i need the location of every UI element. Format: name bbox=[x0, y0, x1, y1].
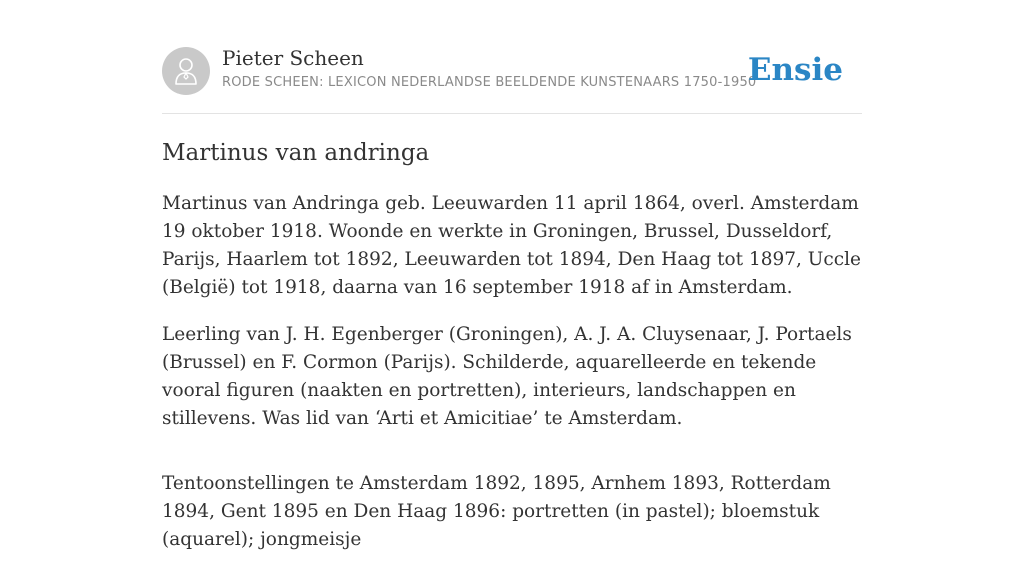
article-paragraph: Tentoonstellingen te Amsterdam 1892, 1895, Arnhem 1893, Rotterdam 1894, Gent 1895 en Den Haag 1896: portretten (in pastel); bloemstuk (aquarel); jongmeisje bbox=[162, 473, 831, 550]
author-name[interactable]: Pieter Scheen bbox=[222, 46, 364, 70]
article-paragraph: Martinus van Andringa geb. Leeuwarden 11 april 1864, overl. Amsterdam 19 oktober 1918. Woonde en werkte in Groningen, Brussel, Dusseldorf, Parijs, Haarlem tot 1892, Leeuwarden tot 1894, Den Haag tot 1897, Uccle (België) tot 1918, daarna van 16 september 1918 af in Amsterdam. bbox=[162, 193, 861, 298]
ensie-logo[interactable]: Ensie bbox=[747, 52, 843, 88]
header-divider bbox=[162, 113, 862, 114]
user-avatar-icon bbox=[174, 57, 198, 85]
source-title[interactable]: RODE SCHEEN: LEXICON NEDERLANDSE BEELDENDE KUNSTENAARS 1750-1950 bbox=[222, 75, 757, 90]
article-paragraph: Leerling van J. H. Egenberger (Groningen), A. J. A. Cluysenaar, J. Portaels (Brussel) en F. Cormon (Parijs). Schilderde, aquarelleerde en tekende vooral figuren (naakten en portretten), interieurs, landschappen en stillevens. Was lid van ‘Arti et Amicitiae’ te Amsterdam. bbox=[162, 324, 852, 429]
article-body bbox=[162, 190, 867, 573]
author-avatar[interactable] bbox=[162, 47, 210, 95]
author-header bbox=[162, 46, 862, 96]
article-title: Martinus van andringa bbox=[162, 140, 430, 166]
